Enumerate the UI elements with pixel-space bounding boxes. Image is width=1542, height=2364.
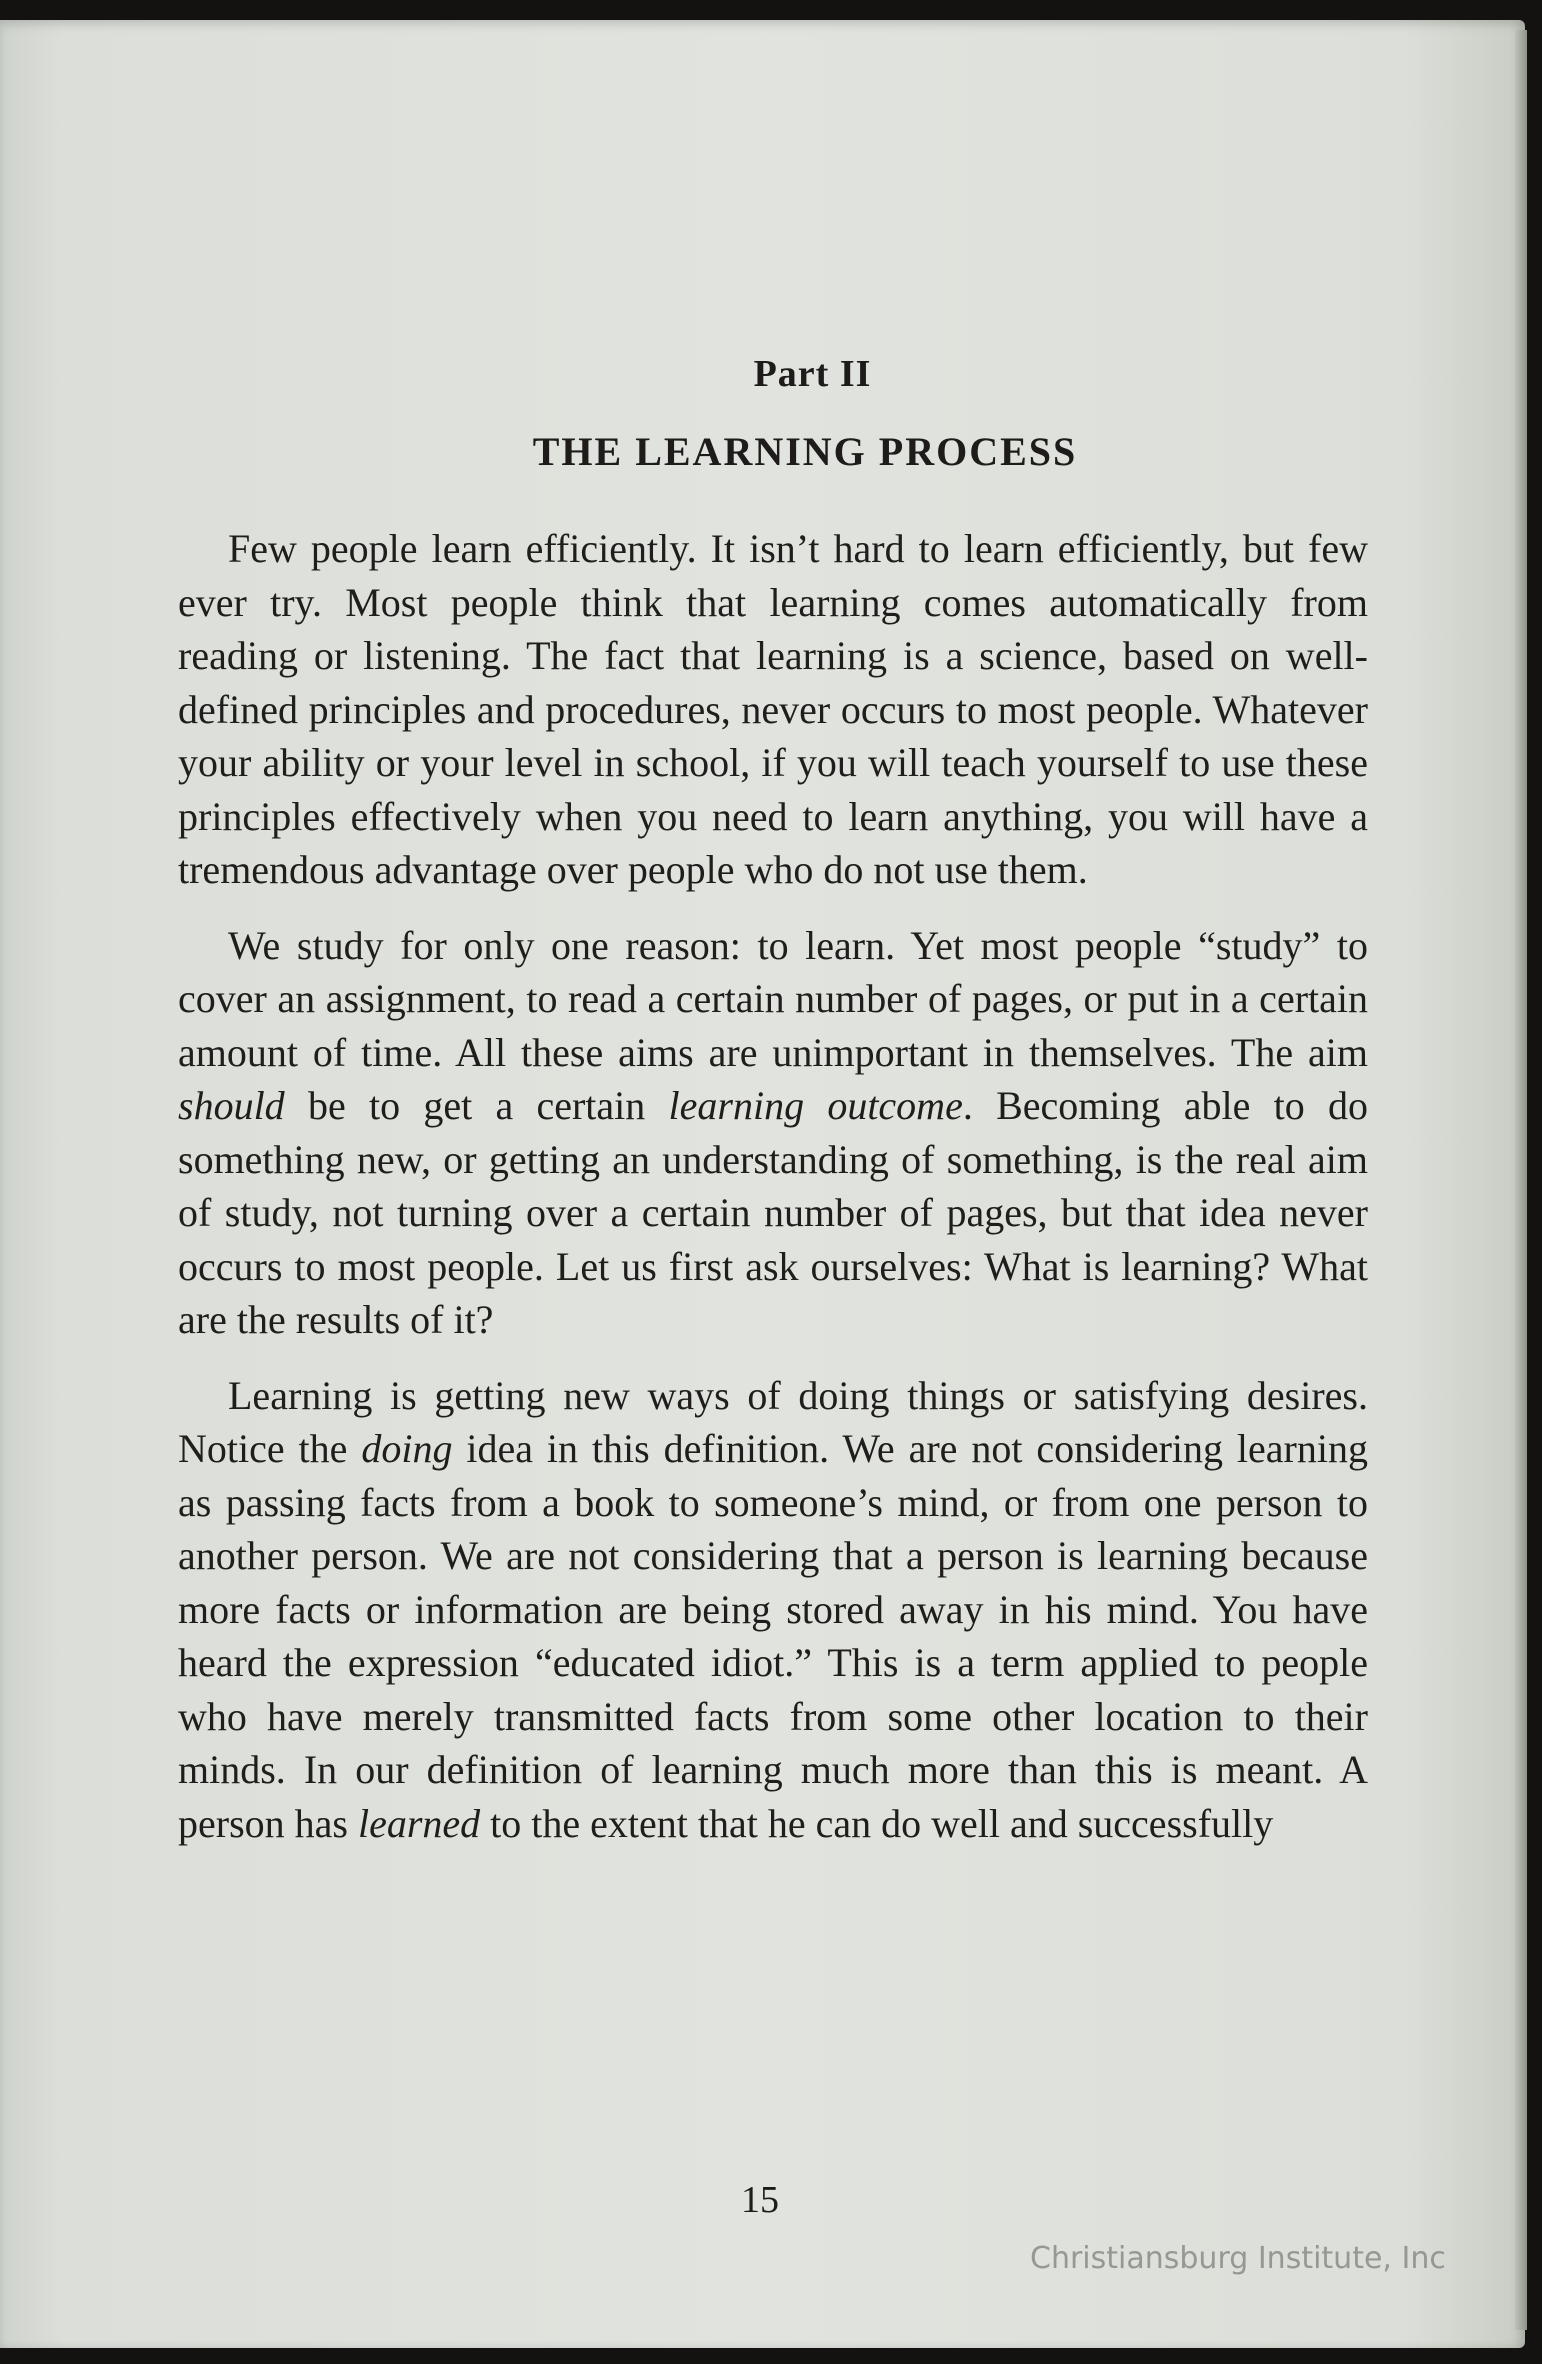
paragraph-text: We study for only one reason: to learn. Yet most people “study” to cover an assignment, to read a certain number of pages, or put in a certain amount of time. All these aims are unimportant in themselves. The aim	[178, 922, 1368, 1075]
paragraph-2	[178, 919, 1368, 1347]
paragraph-text: Few people learn efficiently. It isn’t hard to learn efficiently, but few ever try. Most people think that learning comes automatically from reading or listening. The fact that learning is a science, based on well-defined principles and procedures, never occurs to most people. Whatever your ability or your level in school, if you will teach yourself to use these principles effectively when you need to learn anything, you will have a tremendous advantage over people who do not use them.	[178, 526, 1368, 892]
italic-text: learned	[357, 1800, 481, 1846]
paragraph-text: to the extent that he can do well and successfully	[480, 1800, 1274, 1846]
italic-text: should	[178, 1083, 285, 1128]
body-text	[178, 522, 1368, 1850]
paragraph-text: idea in this definition. We are not considering learning as passing facts from a book to someone’s mind, or from one person to another person. We are not considering that a person is learning because more facts or information are being stored away in his mind. You have heard the expression “educated idiot.” This is a term applied to people who have merely transmitted facts from some other location to their minds. In our definition of learning much more than this is meant. A person has	[178, 1426, 1368, 1846]
paragraph-1	[178, 522, 1368, 897]
paragraph-3	[178, 1369, 1368, 1851]
paragraph-text: be to get a certain	[284, 1083, 669, 1128]
page-number: 15	[741, 2179, 779, 2221]
italic-text: learning outcome	[668, 1083, 963, 1128]
watermark: Christiansburg Institute, Inc	[1030, 2241, 1446, 2276]
chapter-title: THE LEARNING PROCESS	[532, 429, 1078, 474]
part-label: Part II	[753, 353, 872, 395]
paragraph-text: Learning is getting new ways of doing things or satisfying desires. Notice the	[178, 1372, 1368, 1471]
italic-text: doing	[361, 1426, 453, 1471]
paragraph-text: . Becoming able to do something new, or getting an understanding of something, is the real aim of study, not turning over a certain number of pages, but that idea never occurs to most people. Let us first ask ourselves: What is learning? What are the results of it?	[178, 1083, 1368, 1342]
